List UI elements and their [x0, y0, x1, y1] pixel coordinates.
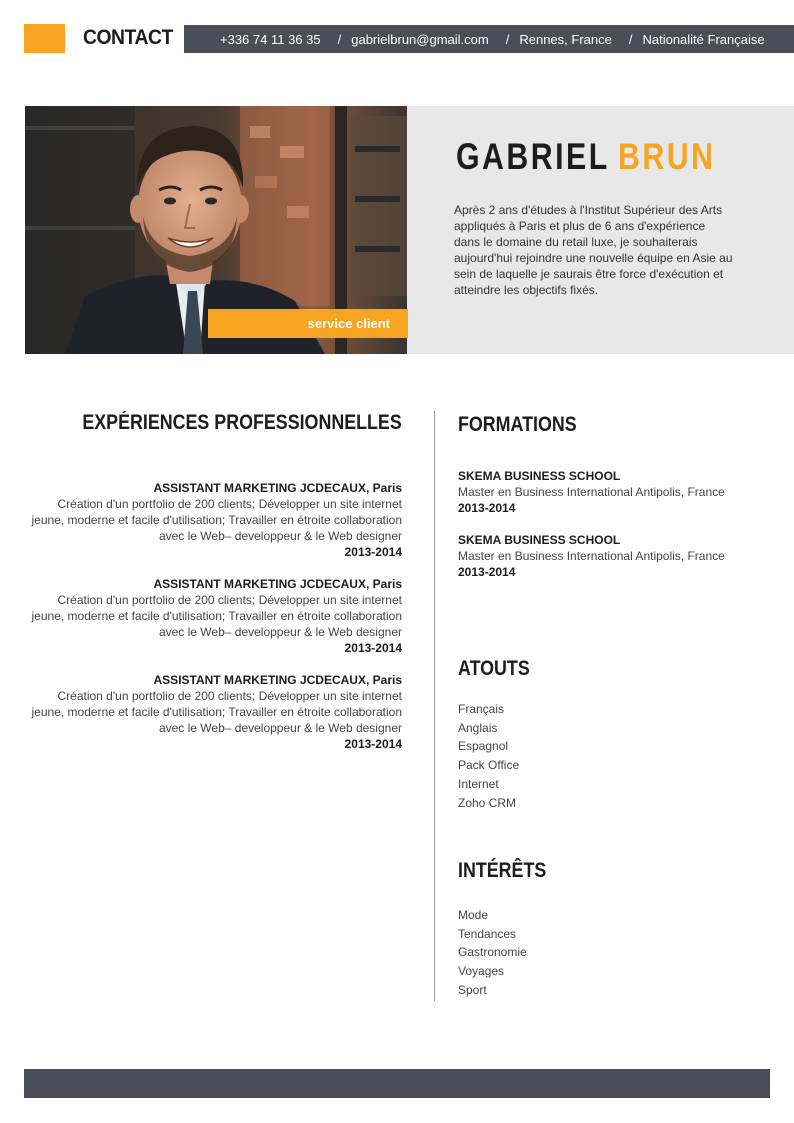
contact-separator: /	[505, 31, 510, 47]
atout-item: Pack Office	[458, 758, 520, 773]
experience-dates: 2013-2014	[344, 737, 402, 751]
contact-email: gabrielbrun@gmail.com	[351, 31, 489, 47]
atout-item: Français	[458, 702, 505, 716]
contact-separator: /	[337, 31, 342, 47]
formations-list	[458, 468, 758, 596]
formation-item	[458, 468, 758, 516]
interet-item: Tendances	[458, 926, 517, 941]
formation-degree: Master en Business International Antipolis, France	[458, 549, 725, 563]
contact-phone: +336 74 11 36 35	[220, 31, 321, 47]
experience-title: ASSISTANT MARKETING JCDECAUX, Paris	[153, 673, 402, 687]
atout-item: Internet	[458, 776, 499, 791]
formations-heading: FORMATIONS	[458, 413, 577, 436]
interets-heading: INTÉRÊTS	[458, 859, 547, 882]
atouts-list	[458, 700, 708, 812]
experience-title: ASSISTANT MARKETING JCDECAUX, Paris	[153, 577, 402, 591]
experiences-list	[24, 480, 402, 768]
experience-description: Création d'un portfolio de 200 clients; Développer un site internet jeune, moderne et facile d'utilisation; Travailler en étroite collaboration avec le Web– developpeur & le Web designer	[31, 497, 402, 543]
contact-separator: /	[628, 31, 633, 47]
experience-title: ASSISTANT MARKETING JCDECAUX, Paris	[153, 481, 402, 495]
footer-bar	[24, 1069, 770, 1098]
first-name: GABRIEL	[456, 136, 610, 177]
experience-dates: 2013-2014	[344, 641, 402, 655]
profile-tag: service client	[208, 309, 408, 338]
experience-description: Création d'un portfolio de 200 clients; Développer un site internet jeune, moderne et facile d'utilisation; Travailler en étroite collaboration avec le Web– developpeur & le Web designer	[31, 689, 402, 735]
formation-dates: 2013-2014	[458, 565, 516, 579]
experience-description: Création d'un portfolio de 200 clients; Développer un site internet jeune, moderne et facile d'utilisation; Travailler en étroite collaboration avec le Web– developpeur & le Web designer	[31, 593, 402, 639]
experiences-heading: EXPÉRIENCES PROFESSIONNELLES	[82, 411, 402, 434]
atout-item: Zoho CRM	[458, 795, 517, 810]
formation-school: SKEMA BUSINESS SCHOOL	[458, 533, 621, 547]
last-name: BRUN	[617, 136, 716, 177]
formation-item	[458, 532, 758, 580]
experience-item	[24, 672, 402, 752]
interet-item: Mode	[458, 908, 489, 922]
experience-item	[24, 576, 402, 656]
formation-dates: 2013-2014	[458, 501, 516, 515]
contact-bar	[184, 25, 794, 53]
experience-item	[24, 480, 402, 560]
formation-school: SKEMA BUSINESS SCHOOL	[458, 469, 621, 483]
contact-nationality: Nationalité Française	[642, 31, 765, 47]
profile-summary: Après 2 ans d'études à l'Institut Supérieur des Arts appliqués à Paris et plus de 6 ans d'expérience dans le domaine du retail luxe, je souhaiterais aujourd'hui rejoindre une nouvelle équipe en Asie au sein de laquelle je saurais être force d'exécution et atteindre les objectifs fixés.	[454, 203, 733, 297]
contact-city: Rennes, France	[519, 31, 612, 47]
atout-item: Espagnol	[458, 739, 509, 754]
contact-heading: CONTACT	[83, 26, 173, 49]
formation-degree: Master en Business International Antipolis, France	[458, 485, 725, 499]
atouts-heading: ATOUTS	[458, 657, 530, 680]
profile-name	[456, 136, 715, 178]
column-divider	[434, 411, 435, 1001]
contact-accent-block	[24, 24, 65, 53]
atout-item: Anglais	[458, 720, 498, 735]
interets-list	[458, 906, 708, 1000]
interet-item: Voyages	[458, 964, 505, 979]
experience-dates: 2013-2014	[344, 545, 402, 559]
interet-item: Sport	[458, 982, 487, 997]
interet-item: Gastronomie	[458, 945, 527, 960]
